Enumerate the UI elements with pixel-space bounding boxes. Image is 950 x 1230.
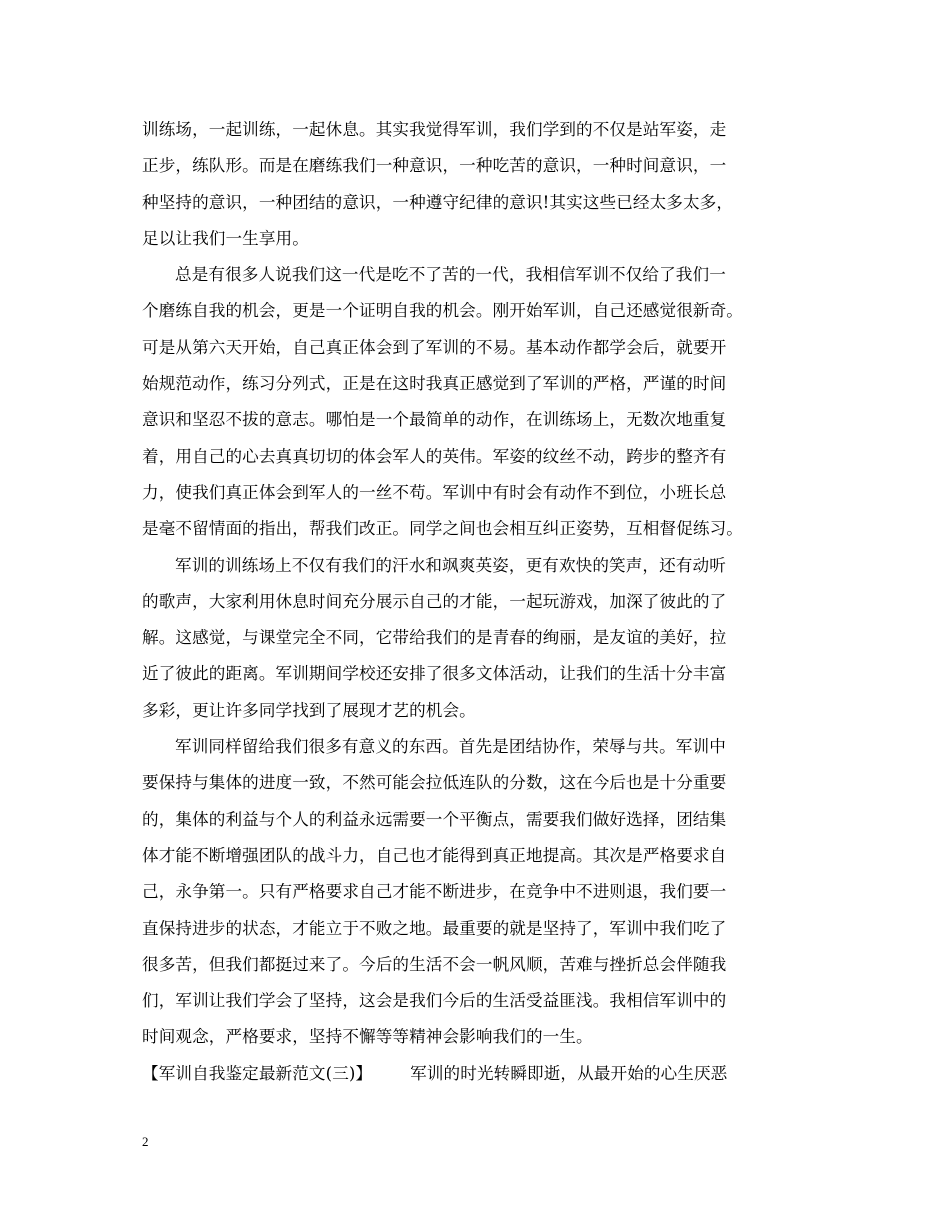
text-line: 意识和坚忍不拔的意志。哪怕是一个最简单的动作，在训练场上，无数次地重复 (142, 410, 727, 430)
page-number: 2 (142, 1134, 149, 1149)
text-line: 近了彼此的距离。军训期间学校还安排了很多文体活动，让我们的生活十分丰富 (142, 664, 727, 684)
text-line: 总是有很多人说我们这一代是吃不了苦的一代，我相信军训不仅给了我们一 (175, 265, 726, 285)
text-line: 很多苦，但我们都挺过来了。今后的生活不会一帆风顺，苦难与挫折总会伴随我 (142, 954, 727, 974)
text-line: 的，集体的利益与个人的利益永远需要一个平衡点，需要我们做好选择，团结集 (142, 809, 727, 829)
text-line: 始规范动作，练习分列式，正是在这时我真正感觉到了军训的严格，严谨的时间 (142, 374, 727, 394)
text-line: 力，使我们真正体会到军人的一丝不苟。军训中有时会有动作不到位，小班长总 (142, 482, 727, 502)
text-line: 的歌声，大家利用休息时间充分展示自己的才能，一起玩游戏，加深了彼此的了 (142, 591, 727, 611)
text-line: 体才能不断增强团队的战斗力，自己也才能得到真正地提高。其次是严格要求自 (142, 845, 727, 865)
text-line: 可是从第六天开始，自己真正体会到了军训的不易。基本动作都学会后，就要开 (142, 337, 727, 357)
paragraph-3 (142, 548, 832, 729)
text-line: 要保持与集体的进度一致，不然可能会拉低连队的分数，这在今后也是十分重要 (142, 773, 727, 793)
section-heading: 【军训自我鉴定最新范文(三)】 (142, 1063, 373, 1083)
text-line: 解。这感觉，与课堂完全不同，它带给我们的是青春的绚丽，是友谊的美好，拉 (142, 628, 727, 648)
text-line: 军训的训练场上不仅有我们的汗水和飒爽英姿，更有欢快的笑声，还有动听 (175, 555, 726, 575)
text-line: 着，用自己的心去真真切切的体会军人的英伟。军姿的纹丝不动，跨步的整齐有 (142, 446, 727, 466)
text-line: 己，永争第一。只有严格要求自己才能不断进步，在竞争中不进则退，我们要一 (142, 882, 727, 902)
text-line: 种坚持的意识，一种团结的意识，一种遵守纪律的意识!其实这些已经太多太多， (142, 192, 734, 212)
document-body (142, 112, 832, 1092)
text-line: 军训同样留给我们很多有意义的东西。首先是团结协作，荣辱与共。军训中 (175, 737, 726, 757)
text-line: 是毫不留情面的指出，帮我们改正。同学之间也会相互纠正姿势，互相督促练习。 (142, 519, 743, 539)
section-heading-text: 军训的时光转瞬即逝，从最开始的心生厌恶 (410, 1063, 728, 1083)
text-line: 足以让我们一生享用。 (142, 228, 309, 248)
paragraph-2 (142, 257, 832, 547)
paragraph-4 (142, 729, 832, 1056)
text-line: 时间观念，严格要求，坚持不懈等等精神会影响我们的一生。 (142, 1027, 593, 1047)
text-line: 多彩，更让许多同学找到了展现才艺的机会。 (142, 700, 476, 720)
text-line: 们，军训让我们学会了坚持，这会是我们今后的生活受益匪浅。我相信军训中的 (142, 991, 727, 1011)
text-line: 直保持进步的状态，才能立于不败之地。最重要的就是坚持了，军训中我们吃了 (142, 918, 727, 938)
text-line: 正步，练队形。而是在磨练我们一种意识，一种吃苦的意识，一种时间意识，一 (142, 156, 727, 176)
text-line: 个磨练自我的机会，更是一个证明自我的机会。刚开始军训，自己还感觉很新奇。 (142, 301, 743, 321)
paragraph-1 (142, 112, 832, 257)
section-heading-line (142, 1056, 832, 1092)
text-line: 训练场，一起训练，一起休息。其实我觉得军训，我们学到的不仅是站军姿，走 (142, 120, 727, 139)
